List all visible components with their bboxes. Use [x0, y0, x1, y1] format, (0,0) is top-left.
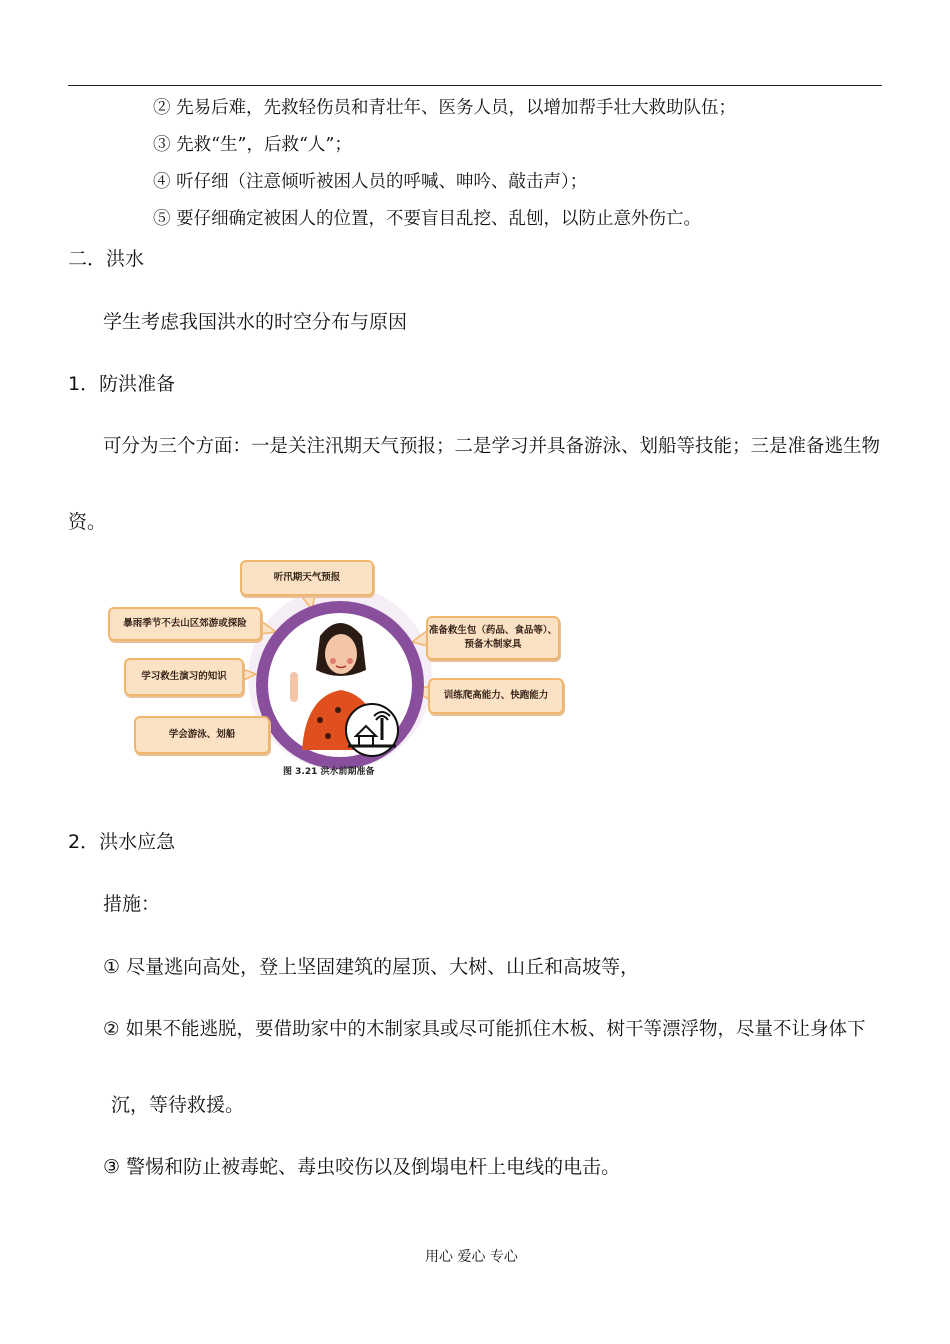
bubble-rescue-drill: 学习救生演习的知识 [124, 658, 244, 696]
measure-item: ② 如果不能逃脱，要借助家中的木制家具或尽可能抓住木板、树干等漂浮物，尽量不让身体下 [103, 1019, 866, 1040]
figure-caption: 图 3.21 洪水前期准备 [283, 767, 375, 777]
list-item: ② 先易后难，先救轻伤员和青壮年、医务人员，以增加帮手壮大救助队伍； [153, 98, 737, 118]
measure-item-continued: 沉，等待救援。 [111, 1094, 245, 1116]
list-item: ③ 先救“生”，后救“人”； [153, 135, 352, 155]
bubble-avoid-mountains: 暴雨季节不去山区郊游或探险 [108, 607, 262, 641]
list-item: ④ 听仔细（注意倾听被困人员的呼喊、呻吟、敲击声）； [153, 172, 588, 192]
flood-preparation-figure [100, 550, 570, 782]
bubble-climb-run: 训练爬高能力、快跑能力 [428, 678, 564, 714]
paragraph-line: 资。 [68, 511, 107, 533]
list-item: ⑤ 要仔细确定被困人的位置，不要盲目乱挖、乱刨，以防止意外伤亡。 [153, 209, 702, 229]
bubble-survival-kit: 准备救生包（药品、食品等）、预备木制家具 [426, 616, 560, 660]
measure-item: ① 尽量逃向高处，登上坚固建筑的屋顶、大树、山丘和高坡等， [103, 956, 640, 978]
measure-item: ③ 警惕和防止被毒蛇、毒虫咬伤以及倒塌电杆上电线的电击。 [103, 1156, 621, 1178]
subheading-flood-prep: 1．防洪准备 [68, 373, 176, 395]
bubble-weather-forecast: 听汛期天气预报 [240, 560, 374, 596]
intro-text: 学生考虑我国洪水的时空分布与原因 [103, 311, 408, 333]
bubble-swim-row: 学会游泳、划船 [134, 716, 270, 754]
section-heading: 二．洪水 [68, 248, 145, 270]
subheading-flood-emergency: 2．洪水应急 [68, 831, 176, 853]
header-rule [68, 85, 882, 86]
paragraph-line: 可分为三个方面：一是关注汛期天气预报；二是学习并具备游泳、划船等技能；三是准备逃生物 [103, 436, 881, 457]
measures-label: 措施： [103, 893, 161, 915]
page-footer: 用心 爱心 专心 [425, 1249, 518, 1265]
